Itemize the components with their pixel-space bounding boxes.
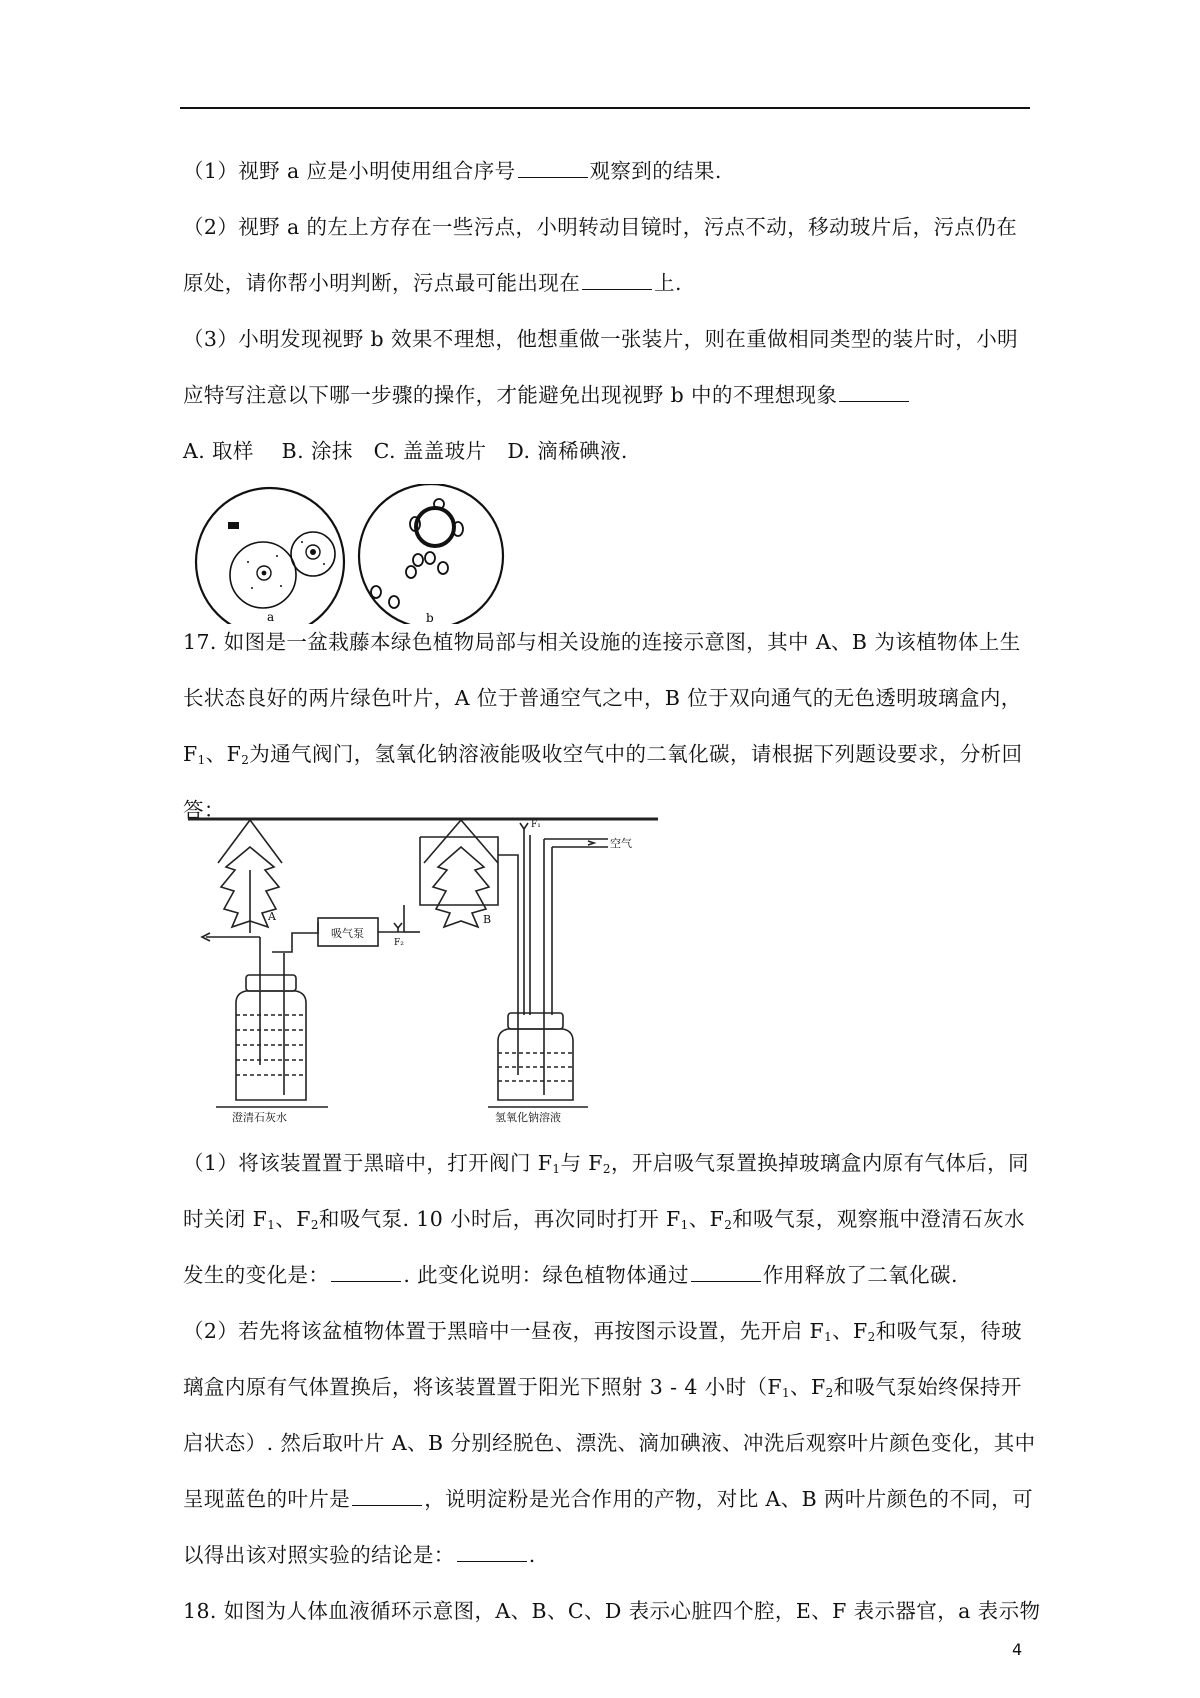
header-rule [180, 107, 1030, 109]
bottle-right [488, 1013, 588, 1124]
q17-line1: 17. 如图是一盆栽藤本绿色植物局部与相关设施的连接示意图，其中 A、B 为该植物体上生 [183, 630, 1021, 654]
q16-options: A. 取样 B. 涂抹 C. 盖盖玻片 D. 滴稀碘液. [183, 439, 628, 463]
pump [318, 918, 378, 946]
q17-sub1-line3: 发生的变化是： . 此变化说明：绿色植物体通过 作用释放了二氧化碳. [183, 1263, 958, 1287]
q17-sub2-line1: （2）若先将该盆植物体置于黑暗中一昼夜，再按图示设置，先开启 $F_1$、$F_2$和吸气泵，待玻 [183, 1319, 1023, 1344]
q17-sub1-line1: （1）将该装置置于黑暗中，打开阀门 $F_1$与 $F_2$，开启吸气泵置换掉玻璃盒内原有气体后，同 [183, 1151, 1029, 1176]
answer-blank [582, 269, 652, 290]
svg-text:b: b [426, 611, 434, 624]
svg-text:氢氧化钠溶液: 氢氧化钠溶液 [495, 1111, 561, 1124]
svg-text:澄清石灰水: 澄清石灰水 [232, 1111, 287, 1124]
svg-text:F₂: F₂ [394, 938, 404, 948]
svg-text:空气: 空气 [610, 837, 632, 850]
q18-line1: 18. 如图为人体血液循环示意图，A、B、C、D 表示心脏四个腔，E、F 表示器官，a 表示物 [183, 1599, 1041, 1623]
page-number: 4 [1012, 1640, 1023, 1659]
q17-line2: 长状态良好的两片绿色叶片，A 位于普通空气之中，B 位于双向通气的无色透明玻璃盒内， [183, 686, 1022, 710]
q17-sub2-line3: 启状态）. 然后取叶片 A、B 分别经脱色、漂洗、滴加碘液、冲洗后观察叶片颜色变化，其中 [183, 1431, 1036, 1455]
answer-blank [457, 1541, 527, 1562]
q17-sub2-line4: 呈现蓝色的叶片是 ，说明淀粉是光合作用的产物，对比 A、B 两叶片颜色的不同，可 [183, 1487, 1034, 1511]
answer-blank [352, 1485, 422, 1506]
svg-text:吸气泵: 吸气泵 [331, 927, 364, 940]
apparatus-diagram [188, 815, 708, 1129]
svg-text:B: B [483, 913, 492, 926]
view-b [359, 484, 503, 624]
q16-part3-line1: （3）小明发现视野 b 效果不理想，他想重做一张装片，则在重做相同类型的装片时，小明 [183, 327, 1018, 351]
microscope-views-figure [182, 484, 562, 628]
q17-line4: 答： [183, 798, 225, 822]
q17-sub2-line5: 以得出该对照实验的结论是： . [183, 1543, 536, 1567]
q16-part3-line2: 应特写注意以下哪一步骤的操作，才能避免出现视野 b 中的不理想现象 [183, 381, 1033, 409]
view-a [196, 488, 344, 624]
q16-part2-line2: 原处，请你帮小明判断，污点最可能出现在 上. [183, 271, 682, 295]
q17-sub2-line2: 璃盒内原有气体置换后，将该装置置于阳光下照射 3 - 4 小时（$F_1$、$F_2$和吸气泵始终保持开 [183, 1375, 1022, 1400]
svg-text:a: a [267, 610, 275, 624]
leaf-b [424, 820, 498, 927]
q16-part1: （1）视野 a 应是小明使用组合序号 观察到的结果. [183, 159, 722, 183]
answer-blank [839, 381, 909, 402]
svg-text:A: A [268, 910, 276, 923]
answer-blank [518, 157, 588, 178]
bottle-left [216, 975, 328, 1124]
q17-sub1-line2: 时关闭 $F_1$、$F_2$和吸气泵. 10 小时后，再次同时打开 $F_1$、$F_2$和吸气泵，观察瓶中澄清石灰水 [183, 1207, 1025, 1232]
svg-text:F₁: F₁ [531, 820, 541, 830]
leaf-a [218, 820, 282, 933]
answer-blank [331, 1261, 401, 1282]
q17-line3: $F_1$、$F_2$为通气阀门，氢氧化钠溶液能吸收空气中的二氧化碳，请根据下列题设要求，分析回 [183, 742, 1023, 767]
answer-blank [691, 1261, 761, 1282]
q16-part2-line1: （2）视野 a 的左上方存在一些污点，小明转动目镜时，污点不动，移动玻片后，污点仍在 [183, 215, 1018, 239]
